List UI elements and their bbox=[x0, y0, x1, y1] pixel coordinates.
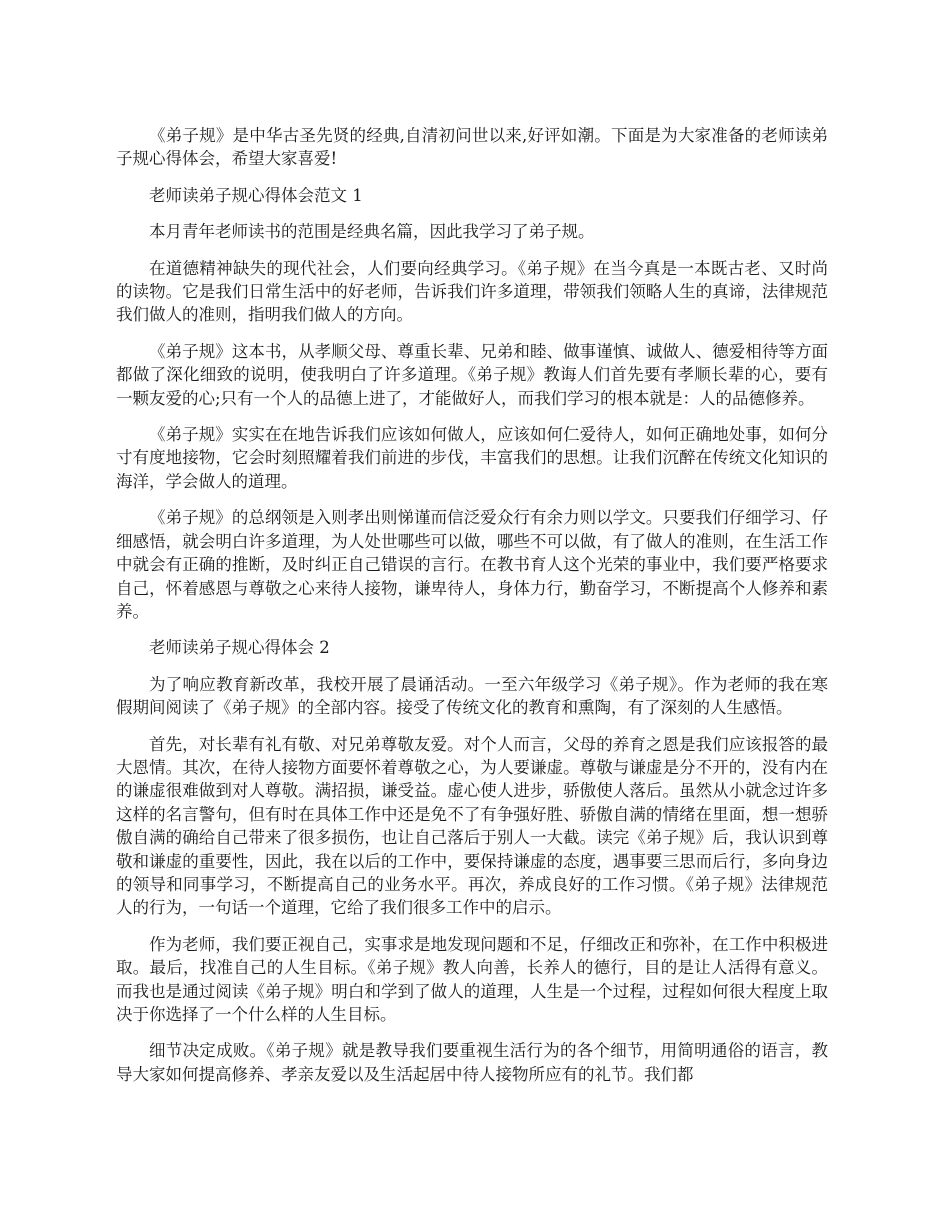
body-paragraph: 细节决定成败。《弟子规》就是教导我们要重视生活行为的各个细节，用简明通俗的语言，教导大家如何提高修养、孝亲友爱以及生活起居中待人接物所应有的礼节。我们都 bbox=[116, 1041, 828, 1084]
body-paragraph: 本月青年老师读书的范围是经典名篇，因此我学习了弟子规。 bbox=[149, 222, 595, 242]
document-body bbox=[116, 124, 828, 1099]
body-paragraph: 《弟子规》这本书，从孝顺父母、尊重长辈、兄弟和睦、做事谨慎、诚做人、德爱相待等方面都做了深化细致的说明，使我明白了许多道理。《弟子规》教诲人们首先要有孝顺长辈的心，要有一颗友爱的心;只有一个人的品德上进了，才能做好人，而我们学习的根本就是：人的品德修养。 bbox=[116, 341, 828, 408]
body-paragraph: 作为老师，我们要正视自己，实事求是地发现问题和不足，仔细改正和弥补，在工作中积极进取。最后，找准自己的人生目标。《弟子规》教人向善，长养人的德行，目的是让人活得有意义。而我也是通过阅读《弟子规》明白和学到了做人的道理，人生是一个过程，过程如何很大程度上取决于你选择了一个什么样的人生目标。 bbox=[116, 934, 828, 1024]
body-paragraph: 在道德精神缺失的现代社会，人们要向经典学习。《弟子规》在当今真是一本既古老、又时尚的读物。它是我们日常生活中的好老师，告诉我们许多道理，带领我们领略人生的真谛，法律规范我们做人的准则，指明我们做人的方向。 bbox=[116, 258, 828, 325]
body-paragraph: 《弟子规》实实在在地告诉我们应该如何做人，应该如何仁爱待人，如何正确地处事，如何分寸有度地接物，它会时刻照耀着我们前进的步伐，丰富我们的思想。让我们沉醉在传统文化知识的海洋，学会做人的道理。 bbox=[116, 425, 828, 491]
body-paragraph: 《弟子规》的总纲领是入则孝出则悌谨而信泛爱众行有余力则以学文。只要我们仔细学习、仔细感悟，就会明白许多道理，为人处世哪些可以做，哪些不可以做，有了做人的准则，在生活工作中就会有正确的推断，及时纠正自己错误的言行。在教书育人这个光荣的事业中，我们要严格要求自己，怀着感恩与尊敬之心来待人接物，谦卑待人，身体力行，勤奋学习，不断提高个人修养和素养。 bbox=[116, 508, 828, 621]
section-heading-2: 老师读弟子规心得体会 2 bbox=[149, 638, 330, 658]
body-paragraph: 为了响应教育新改革，我校开展了晨诵活动。一至六年级学习《弟子规》。作为老师的我在寒假期间阅读了《弟子规》的全部内容。接受了传统文化的教育和熏陶，有了深刻的人生感悟。 bbox=[116, 674, 828, 718]
body-paragraph: 首先，对长辈有礼有敬、对兄弟尊敬友爱。对个人而言，父母的养育之恩是我们应该报答的最大恩情。其次，在待人接物方面要怀着尊敬之心，为人要谦虚。尊敬与谦虚是分不开的，没有内在的谦虚很难做到对人尊敬。满招损，谦受益。虚心使人进步，骄傲使人落后。虽然从小就念过许多这样的名言警句，但有时在具体工作中还是免不了有争强好胜、骄傲自满的情绪在里面，想一想骄傲自满的确给自己带来了很多损伤，也让自己落后于别人一大截。读完《弟子规》后，我认识到尊敬和谦虚的重要性，因此，我在以后的工作中，要保持谦虚的态度，遇事要三思而后行，多向身边的领导和同事学习，不断提高自己的业务水平。再次，养成良好的工作习惯。《弟子规》法律规范人的行为，一句话一个道理，它给了我们很多工作中的启示。 bbox=[116, 734, 828, 918]
section-heading-1: 老师读弟子规心得体会范文 1 bbox=[149, 185, 363, 205]
intro-paragraph: 《弟子规》是中华古圣先贤的经典,自清初问世以来,好评如潮。下面是为大家准备的老师读弟子规心得体会，希望大家喜爱! bbox=[116, 126, 828, 169]
